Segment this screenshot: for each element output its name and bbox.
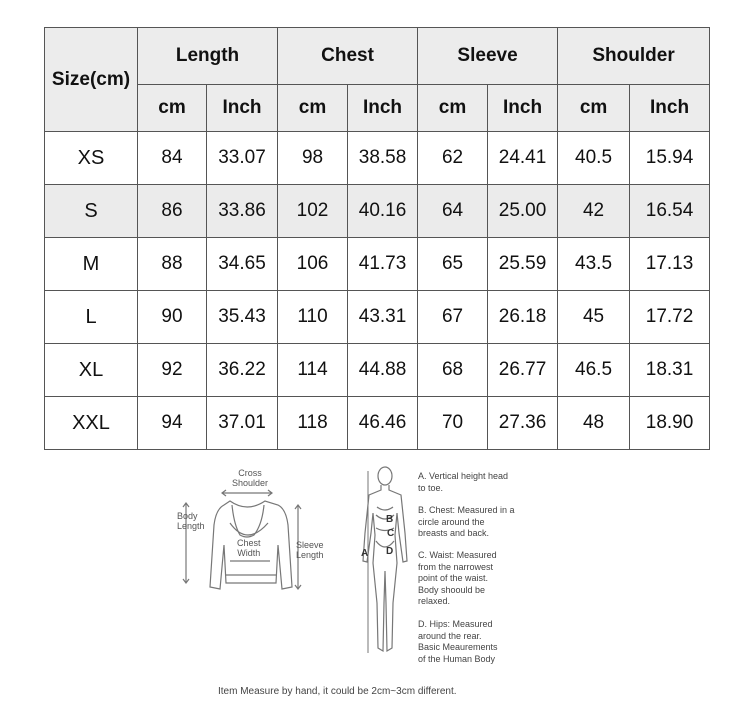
measurement-cell: 114 xyxy=(278,344,348,397)
chest-header: Chest xyxy=(278,28,418,85)
unit-header-inch: Inch xyxy=(630,85,710,132)
measurement-cell: 17.72 xyxy=(630,291,710,344)
sleeve-header: Sleeve xyxy=(418,28,558,85)
measurement-cell: 98 xyxy=(278,132,348,185)
measurement-disclaimer: Item Measure by hand, it could be 2cm~3cm different. xyxy=(218,686,457,697)
measurement-cell: 90 xyxy=(138,291,207,344)
measurement-cell: 67 xyxy=(418,291,488,344)
length-header: Length xyxy=(138,28,278,85)
measurement-cell: 68 xyxy=(418,344,488,397)
marker-c: C xyxy=(387,528,395,539)
measurement-cell: 46.46 xyxy=(348,397,418,450)
unit-header-cm: cm xyxy=(558,85,630,132)
marker-a: A xyxy=(361,548,369,559)
table-row xyxy=(45,132,710,185)
size-label-cell: XXL xyxy=(45,397,138,450)
measurement-cell: 26.18 xyxy=(488,291,558,344)
chest-width-label: Chest Width xyxy=(237,538,261,558)
note-height: A. Vertical height head to toe. xyxy=(418,471,509,493)
unit-header-cm: cm xyxy=(418,85,488,132)
measurement-cell: 65 xyxy=(418,238,488,291)
cross-shoulder-label: Cross Shoulder xyxy=(232,468,269,488)
unit-header-inch: Inch xyxy=(348,85,418,132)
unit-header-inch: Inch xyxy=(207,85,278,132)
measurement-cell: 18.90 xyxy=(630,397,710,450)
measurement-cell: 92 xyxy=(138,344,207,397)
table-row xyxy=(45,344,710,397)
measurement-cell: 25.00 xyxy=(488,185,558,238)
measurement-cell: 43.5 xyxy=(558,238,630,291)
sleeve-length-label: Sleeve Length xyxy=(296,540,324,560)
size-chart-table xyxy=(44,27,710,450)
measurement-cell: 44.88 xyxy=(348,344,418,397)
measurement-cell: 102 xyxy=(278,185,348,238)
measurement-cell: 41.73 xyxy=(348,238,418,291)
measurement-cell: 15.94 xyxy=(630,132,710,185)
table-row xyxy=(45,397,710,450)
measurement-cell: 70 xyxy=(418,397,488,450)
measurement-cell: 48 xyxy=(558,397,630,450)
size-label-cell: XS xyxy=(45,132,138,185)
measurement-cell: 88 xyxy=(138,238,207,291)
measurement-cell: 34.65 xyxy=(207,238,278,291)
marker-b: B xyxy=(386,514,394,525)
measurement-cell: 25.59 xyxy=(488,238,558,291)
shoulder-header: Shoulder xyxy=(558,28,710,85)
measurement-cell: 33.86 xyxy=(207,185,278,238)
size-label-cell: M xyxy=(45,238,138,291)
measurement-cell: 42 xyxy=(558,185,630,238)
note-waist: C. Waist: Measured from the narrowest point of the waist. Body shoould be relaxed. xyxy=(418,550,497,606)
measurement-cell: 37.01 xyxy=(207,397,278,450)
marker-d: D xyxy=(386,546,394,557)
table-row xyxy=(45,185,710,238)
measurement-cell: 118 xyxy=(278,397,348,450)
measurement-cell: 84 xyxy=(138,132,207,185)
measurement-cell: 35.43 xyxy=(207,291,278,344)
measurement-cell: 36.22 xyxy=(207,344,278,397)
measurement-cell: 106 xyxy=(278,238,348,291)
table-row xyxy=(45,291,710,344)
unit-header-cm: cm xyxy=(138,85,207,132)
size-label-cell: XL xyxy=(45,344,138,397)
note-chest: B. Chest: Measured in a circle around the breasts and back. xyxy=(418,505,515,538)
unit-header-cm: cm xyxy=(278,85,348,132)
table-row xyxy=(45,238,710,291)
measurement-cell: 18.31 xyxy=(630,344,710,397)
measurement-cell: 62 xyxy=(418,132,488,185)
measurement-cell: 40.16 xyxy=(348,185,418,238)
measurement-cell: 64 xyxy=(418,185,488,238)
measurement-cell: 16.54 xyxy=(630,185,710,238)
measurement-cell: 38.58 xyxy=(348,132,418,185)
measurement-cell: 86 xyxy=(138,185,207,238)
measurement-cell: 94 xyxy=(138,397,207,450)
human-body-icon xyxy=(355,463,415,663)
measurement-cell: 45 xyxy=(558,291,630,344)
measurement-cell: 17.13 xyxy=(630,238,710,291)
measurement-cell: 110 xyxy=(278,291,348,344)
measurement-cell: 40.5 xyxy=(558,132,630,185)
measurement-cell: 43.31 xyxy=(348,291,418,344)
measurement-cell: 24.41 xyxy=(488,132,558,185)
body-length-label: Body Length xyxy=(177,511,205,531)
unit-header-inch: Inch xyxy=(488,85,558,132)
size-label-cell: L xyxy=(45,291,138,344)
size-header: Size(cm) xyxy=(45,28,138,132)
measurement-cell: 46.5 xyxy=(558,344,630,397)
measurement-cell: 27.36 xyxy=(488,397,558,450)
measurement-cell: 26.77 xyxy=(488,344,558,397)
measurement-diagrams xyxy=(0,455,753,718)
size-label-cell: S xyxy=(45,185,138,238)
measurement-cell: 33.07 xyxy=(207,132,278,185)
note-hips: D. Hips: Measured around the rear. Basic Meaurements of the Human Body xyxy=(418,619,498,664)
